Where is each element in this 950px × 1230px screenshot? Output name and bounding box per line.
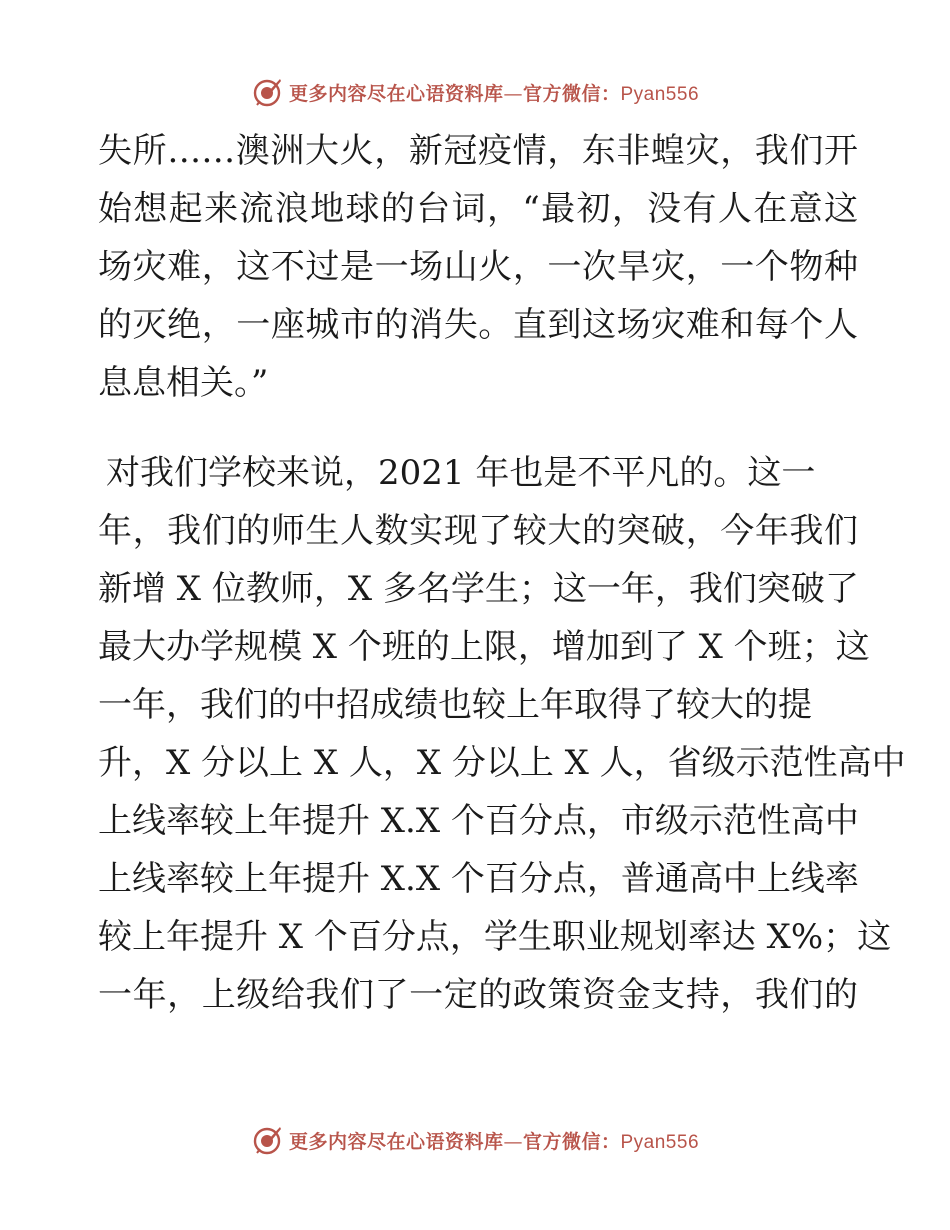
text-line: 失所……澳洲大火，新冠疫情，东非蝗灾，我们开 [98, 131, 858, 171]
text-line: 场灾难，这不过是一场山火，一次旱灾，一个物种 [98, 247, 858, 287]
header-banner-id: Pyan556 [620, 83, 700, 105]
footer-banner-main: 更多内容尽在心语资料库 [288, 1130, 504, 1153]
text-line: 最大办学规模 X 个班的上限，增加到了 X 个班；这 [98, 627, 870, 667]
footer-banner-id: Pyan556 [620, 1131, 700, 1153]
text-line: 一年，我们的中招成绩也较上年取得了较大的提 [98, 685, 812, 725]
header-banner-wechat: 官方微信： [522, 82, 621, 105]
header-banner-sep: — [503, 82, 523, 105]
header-banner-main: 更多内容尽在心语资料库 [288, 82, 504, 105]
footer-banner-sep: — [503, 1130, 523, 1153]
quill-logo-icon [251, 76, 283, 108]
text-line: 始想起来流浪地球的台词，“最初，没有人在意这 [98, 189, 858, 229]
text-line: 较上年提升 X 个百分点，学生职业规划率达 X%；这 [98, 917, 892, 957]
paragraph-2 [98, 444, 906, 1024]
footer-banner [0, 1120, 950, 1160]
footer-banner-wechat: 官方微信： [522, 1130, 621, 1153]
text-line: 的灭绝，一座城市的消失。直到这场灾难和每个人 [98, 305, 858, 345]
text-line: 对我们学校来说，2021 年也是不平凡的。这一 [106, 453, 816, 493]
document-body [98, 122, 906, 1024]
text-line: 新增 X 位教师，X 多名学生；这一年，我们突破了 [98, 569, 859, 609]
paragraph-1 [98, 122, 858, 412]
quill-logo-icon [251, 1124, 283, 1156]
text-line: 息息相关。” [98, 363, 269, 403]
text-line: 上线率较上年提升 X.X 个百分点，市级示范性高中 [98, 801, 859, 841]
header-banner-text [289, 79, 699, 106]
text-line: 上线率较上年提升 X.X 个百分点，普通高中上线率 [98, 859, 859, 899]
text-line: 升，X 分以上 X 人，X 分以上 X 人，省级示范性高中 [98, 743, 906, 783]
paragraph-gap [98, 412, 858, 444]
footer-banner-text [289, 1127, 699, 1154]
text-line: 年，我们的师生人数实现了较大的突破，今年我们 [98, 511, 858, 551]
text-line: 一年，上级给我们了一定的政策资金支持，我们的 [98, 975, 858, 1015]
header-banner [0, 72, 950, 112]
